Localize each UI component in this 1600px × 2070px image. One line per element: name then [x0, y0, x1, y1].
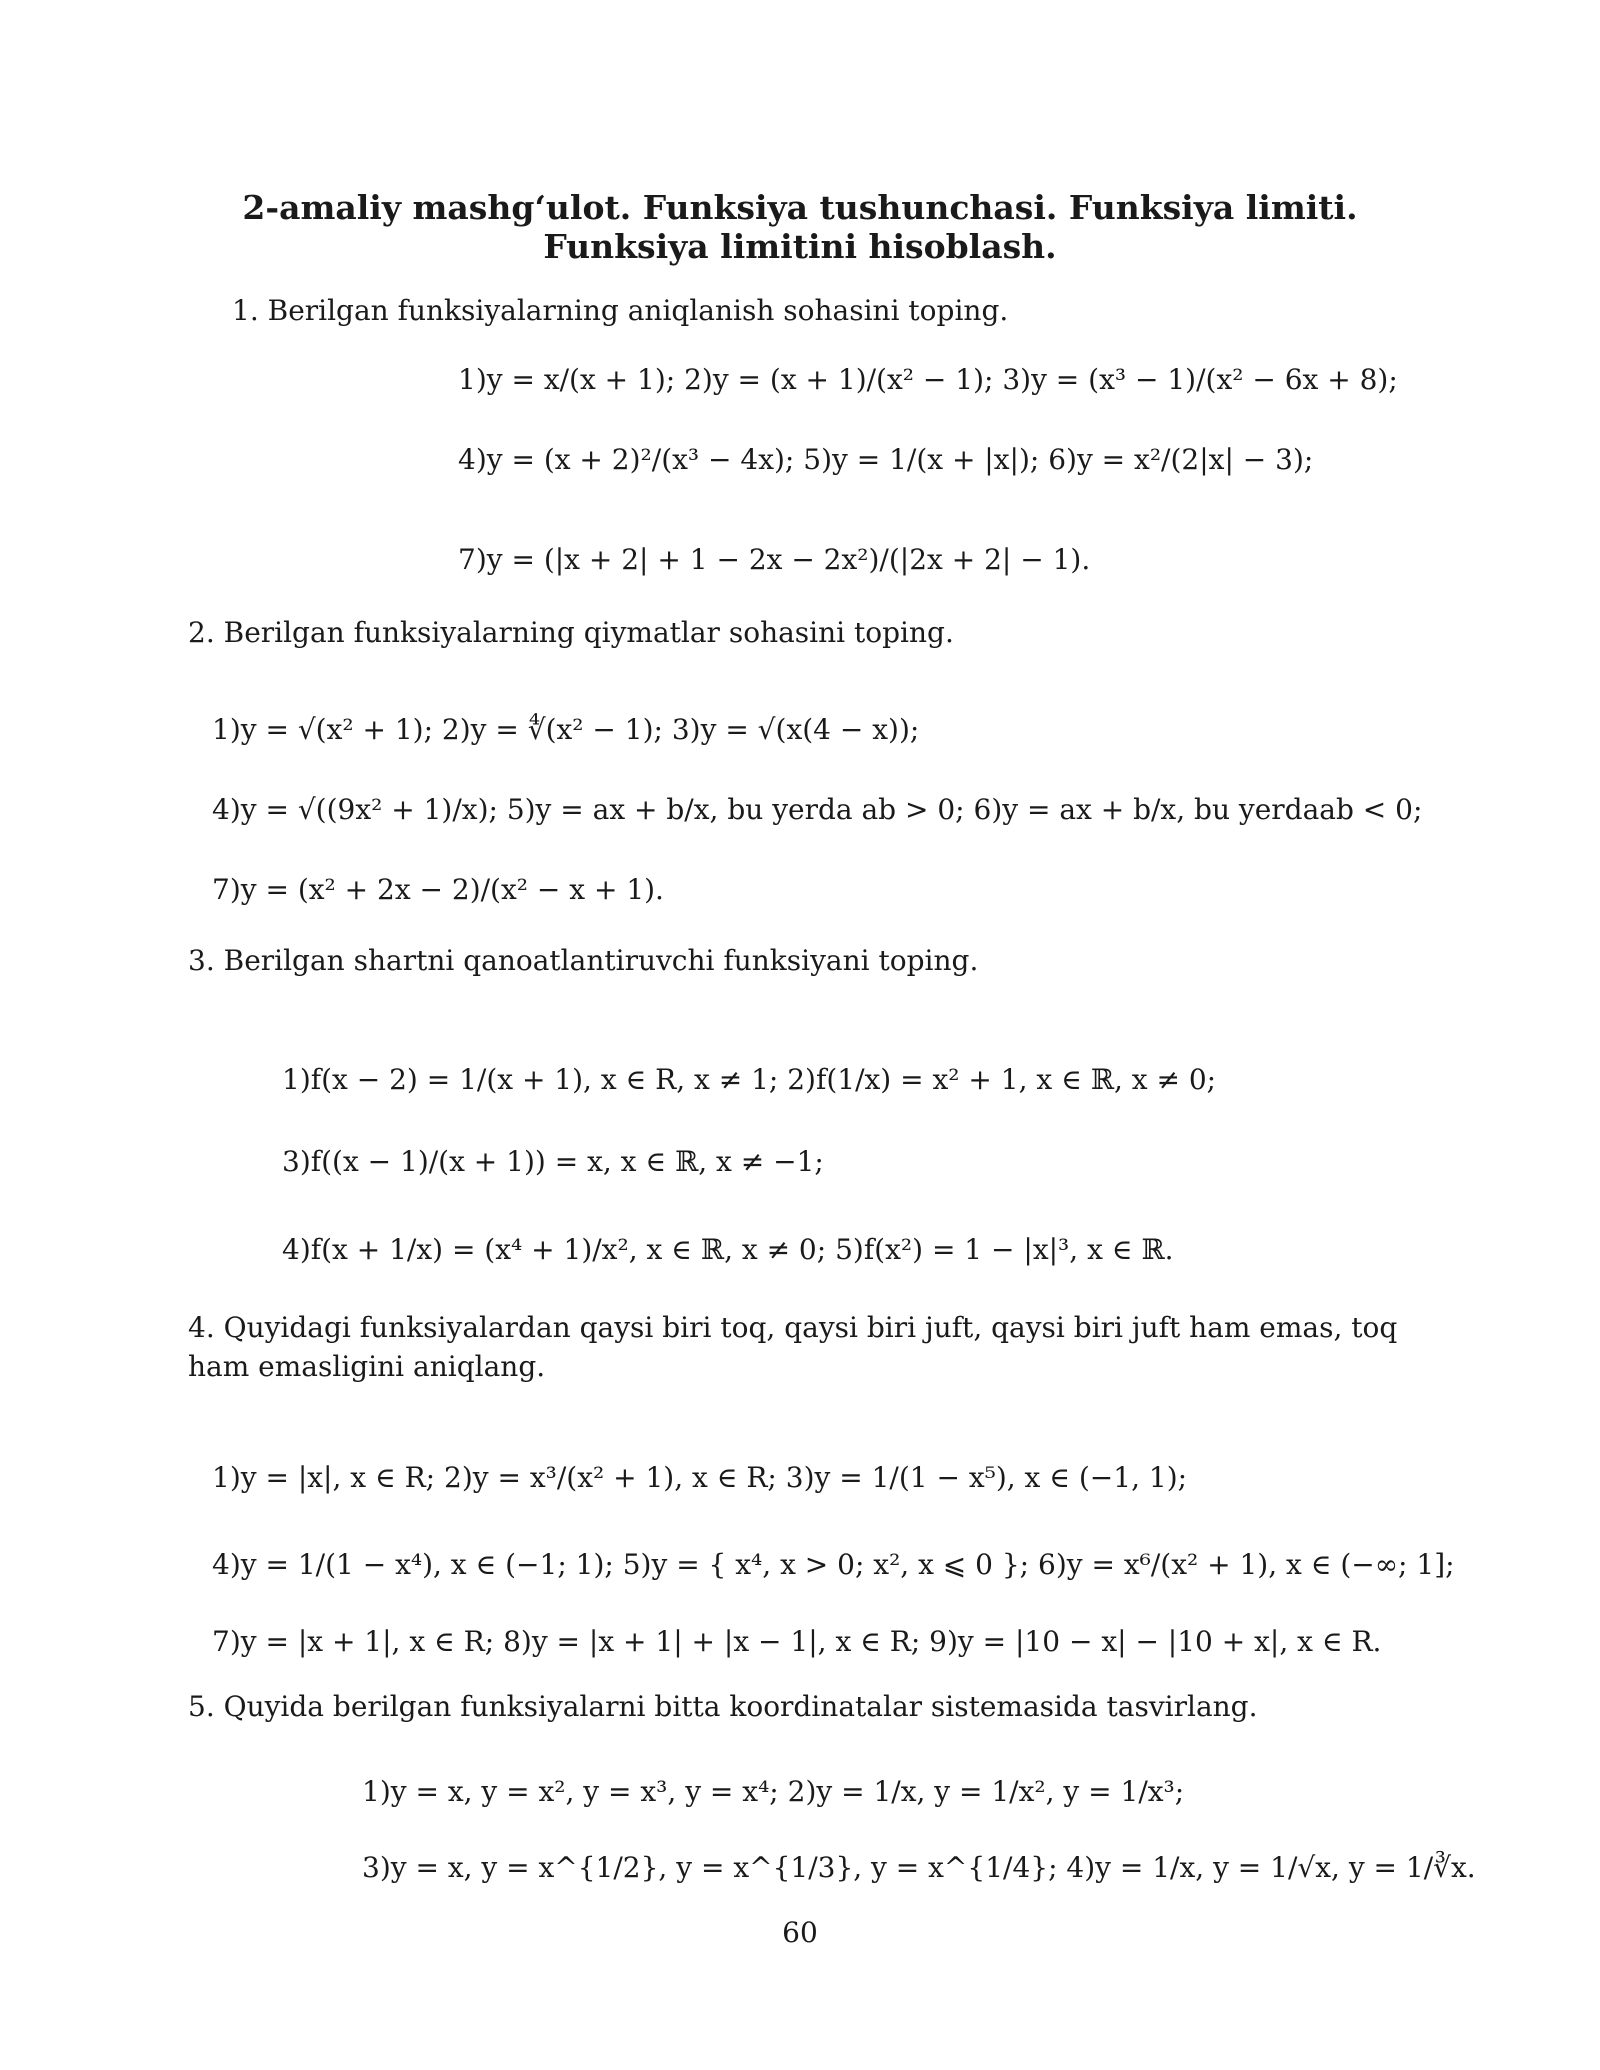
page-number: 60	[782, 1916, 818, 1949]
title-line-2: Funksiya limitini hisoblash.	[543, 227, 1057, 266]
task-4-row-2: 4)y = 1/(1 − x⁴), x ∈ (−1; 1); 5)y = { x⁴, x > 0; x², x ⩽ 0 }; 6)y = x⁶/(x² + 1), x ∈ (−∞; 1];	[212, 1548, 1455, 1581]
task-3-row-3: 4)f(x + 1/x) = (x⁴ + 1)/x², x ∈ ℝ, x ≠ 0; 5)f(x²) = 1 − |x|³, x ∈ ℝ.	[282, 1233, 1174, 1266]
task-3-row-2: 3)f((x − 1)/(x + 1)) = x, x ∈ ℝ, x ≠ −1;	[282, 1145, 824, 1178]
task-1-row-3: 7)y = (|x + 2| + 1 − 2x − 2x²)/(|2x + 2| − 1).	[458, 543, 1091, 576]
task-4-heading: 4. Quyidagi funksiyalardan qaysi biri toq, qaysi biri juft, qaysi biri juft ham emas, toq ham emasligini aniqlang.	[188, 1311, 1398, 1383]
task-4-row-3: 7)y = |x + 1|, x ∈ R; 8)y = |x + 1| + |x − 1|, x ∈ R; 9)y = |10 − x| − |10 + x|, x ∈ R.	[212, 1625, 1382, 1658]
task-1-heading: 1. Berilgan funksiyalarning aniqlanish sohasini toping.	[232, 294, 1009, 327]
task-2-heading: 2. Berilgan funksiyalarning qiymatlar sohasini toping.	[188, 616, 954, 649]
task-5-row-2: 3)y = x, y = x^{1/2}, y = x^{1/3}, y = x^{1/4}; 4)y = 1/x, y = 1/√x, y = 1/∛x.	[362, 1851, 1476, 1884]
task-5-row-1: 1)y = x, y = x², y = x³, y = x⁴; 2)y = 1/x, y = 1/x², y = 1/x³;	[362, 1775, 1185, 1808]
task-1-row-2: 4)y = (x + 2)²/(x³ − 4x); 5)y = 1/(x + |x|); 6)y = x²/(2|x| − 3);	[458, 443, 1314, 476]
task-2-row-1: 1)y = √(x² + 1); 2)y = ∜(x² − 1); 3)y = √(x(4 − x));	[212, 713, 920, 746]
task-2-row-2: 4)y = √((9x² + 1)/x); 5)y = ax + b/x, bu yerda ab > 0; 6)y = ax + b/x, bu yerdaab < 0;	[212, 793, 1423, 826]
task-4-row-1: 1)y = |x|, x ∈ R; 2)y = x³/(x² + 1), x ∈ R; 3)y = 1/(1 − x⁵), x ∈ (−1, 1);	[212, 1461, 1188, 1494]
task-1-row-1: 1)y = x/(x + 1); 2)y = (x + 1)/(x² − 1); 3)y = (x³ − 1)/(x² − 6x + 8);	[458, 363, 1398, 396]
page-title	[0, 188, 1600, 266]
title-line-1: 2-amaliy mashg‘ulot. Funksiya tushunchasi. Funksiya limiti.	[242, 188, 1358, 227]
task-3-heading: 3. Berilgan shartni qanoatlantiruvchi funksiyani toping.	[188, 944, 979, 977]
task-3-row-1: 1)f(x − 2) = 1/(x + 1), x ∈ R, x ≠ 1; 2)f(1/x) = x² + 1, x ∈ ℝ, x ≠ 0;	[282, 1063, 1217, 1096]
task-2-row-3: 7)y = (x² + 2x − 2)/(x² − x + 1).	[212, 873, 664, 906]
task-5-heading: 5. Quyida berilgan funksiyalarni bitta koordinatalar sistemasida tasvirlang.	[188, 1690, 1258, 1723]
